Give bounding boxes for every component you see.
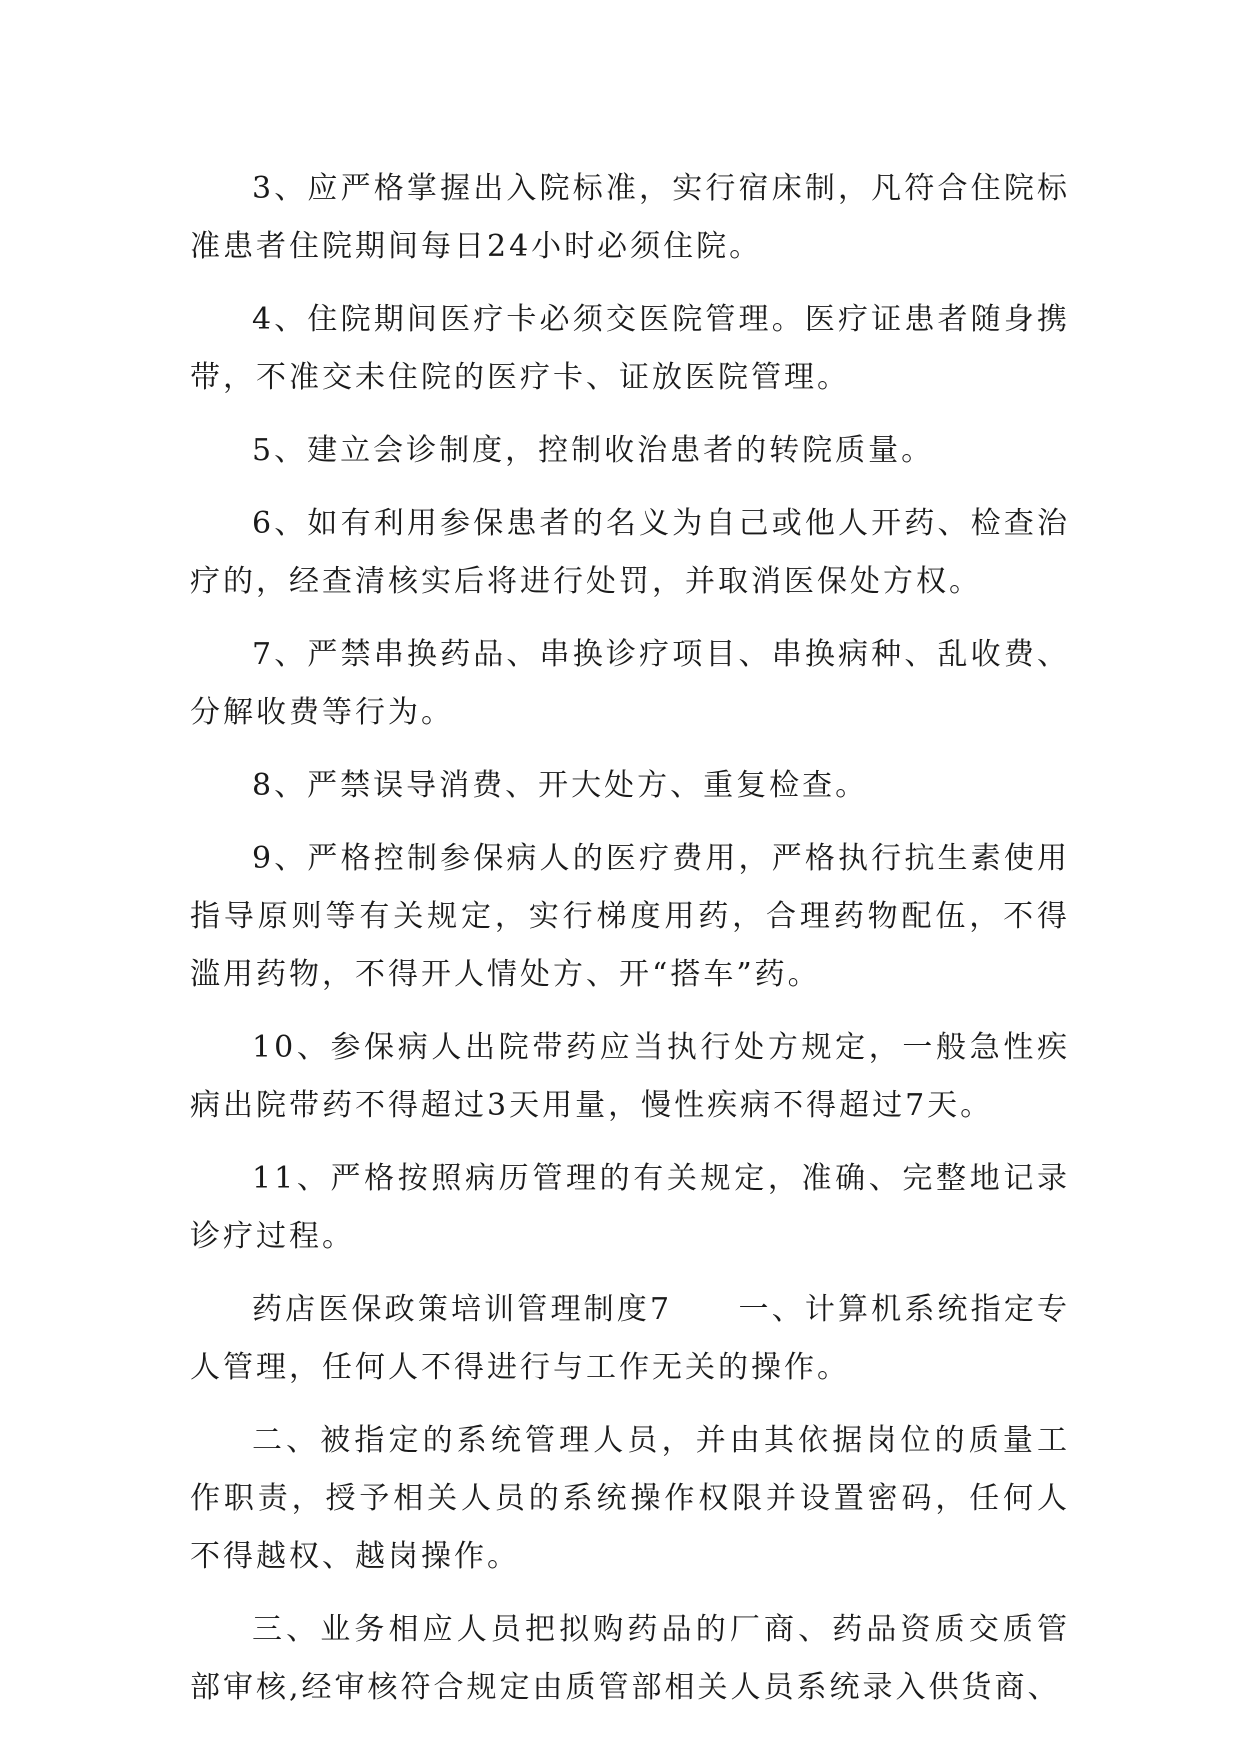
paragraph-item-three: 三、业务相应人员把拟购药品的厂商、药品资质交质管部审核,经审核符合规定由质管部相关人员系统录入供货商、 [190,1612,1070,1705]
paragraph-section-title: 药店医保政策培训管理制度7 一、计算机系统指定专人管理，任何人不得进行与工作无关的操作。 [190,1292,1070,1385]
paragraph-4: 4、住院期间医疗卡必须交医院管理。医疗证患者随身携带，不准交未住院的医疗卡、证放医院管理。 [190,302,1070,395]
paragraph-3: 3、应严格掌握出入院标准，实行宿床制，凡符合住院标准患者住院期间每日24小时必须住院。 [190,171,1070,264]
paragraph-11: 11、严格按照病历管理的有关规定，准确、完整地记录诊疗过程。 [190,1161,1070,1254]
paragraph-9: 9、严格控制参保病人的医疗费用，严格执行抗生素使用指导原则等有关规定，实行梯度用药，合理药物配伍，不得滥用药物，不得开人情处方、开“搭车”药。 [190,841,1070,992]
paragraph-10: 10、参保病人出院带药应当执行处方规定，一般急性疾病出院带药不得超过3天用量，慢性疾病不得超过7天。 [190,1030,1070,1123]
paragraph-5: 5、建立会诊制度，控制收治患者的转院质量。 [252,433,935,468]
paragraph-8: 8、严禁误导消费、开大处方、重复检查。 [252,768,869,803]
paragraph-7: 7、严禁串换药品、串换诊疗项目、串换病种、乱收费、分解收费等行为。 [190,637,1070,730]
document-body [190,160,1070,1732]
paragraph-item-two: 二、被指定的系统管理人员，并由其依据岗位的质量工作职责，授予相关人员的系统操作权限并设置密码，任何人不得越权、越岗操作。 [190,1423,1070,1574]
paragraph-6: 6、如有利用参保患者的名义为自己或他人开药、检查治疗的，经查清核实后将进行处罚，并取消医保处方权。 [190,506,1070,599]
